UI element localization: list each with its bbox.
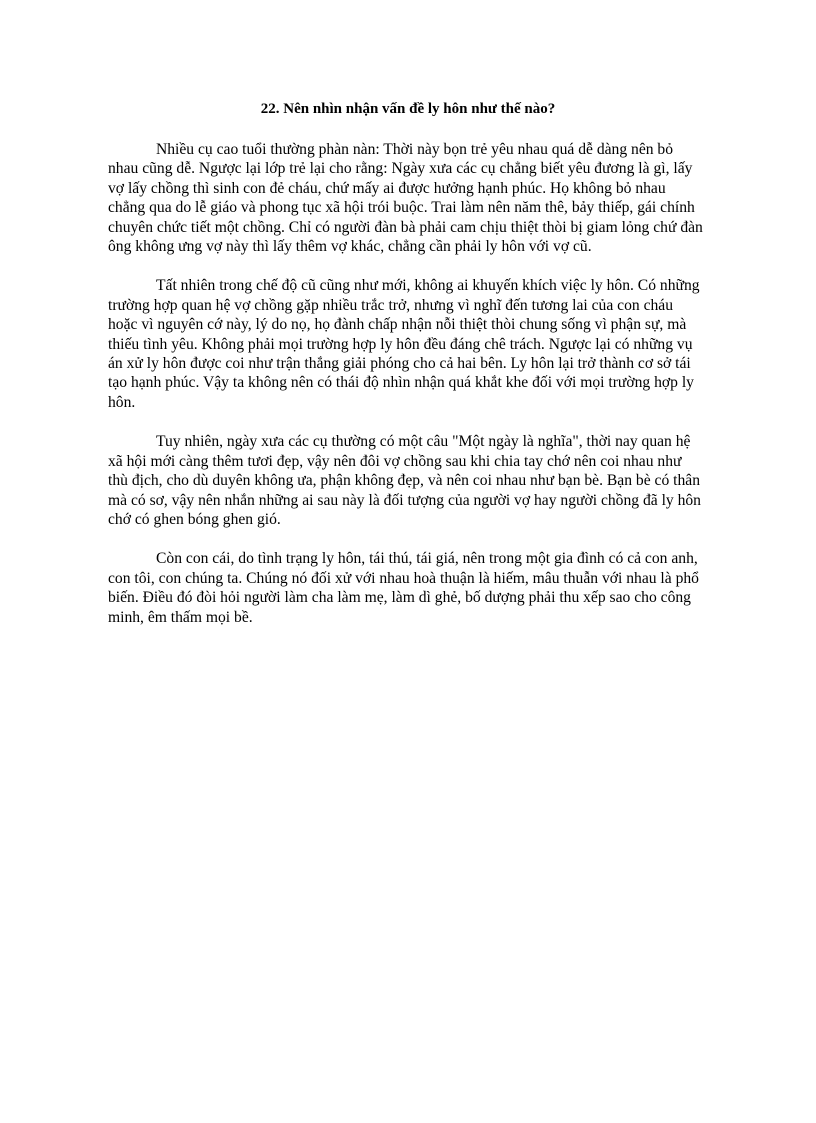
document-title: 22. Nên nhìn nhận vấn đề ly hôn như thế nào?	[260, 101, 556, 117]
document-body	[108, 140, 704, 647]
paragraph-4: Còn con cái, do tình trạng ly hôn, tái thú, tái giá, nên trong một gia đình có cả con anh, con tôi, con chúng ta. Chúng nó đối xử với nhau hoà thuận là hiếm, mâu thuẫn với nhau là phổ biến. Điều đó đòi hỏi người làm cha làm mẹ, làm dì ghẻ, bố dượng phải thu xếp sao cho công minh, êm thấm mọi bề.	[108, 550, 699, 626]
paragraph-1: Nhiều cụ cao tuổi thường phàn nàn: Thời này bọn trẻ yêu nhau quá dễ dàng nên bỏ nhau cũng dễ. Ngược lại lớp trẻ lại cho rằng: Ngày xưa các cụ chẳng biết yêu đương là gì, lấy vợ lấy chồng thì sinh con đẻ cháu, chứ mấy ai được hưởng hạnh phúc. Họ không bỏ nhau chẳng qua do lễ giáo và phong tục xã hội trói buộc. Trai làm nên năm thê, bảy thiếp, gái chính chuyên chức tiết một chồng. Chỉ có người đàn bà phải cam chịu thiệt thòi bị giam lỏng chứ đàn ông không ưng vợ này thì lấy thêm vợ khác, chẳng cần phải ly hôn với vợ cũ.	[108, 141, 703, 256]
paragraph-2: Tất nhiên trong chế độ cũ cũng như mới, không ai khuyến khích việc ly hôn. Có những trường hợp quan hệ vợ chồng gặp nhiều trắc trở, nhưng vì nghĩ đến tương lai của con cháu hoặc vì nguyên cớ này, lý do nọ, họ đành chấp nhận nỗi thiệt thòi chung sống vì phận sự, mà thiếu tình yêu. Không phải mọi trường hợp ly hôn đều đáng chê trách. Ngược lại có những vụ án xử ly hôn được coi như trận thắng giải phóng cho cả hai bên. Ly hôn lại trở thành cơ sở tái tạo hạnh phúc. Vậy ta không nên có thái độ nhìn nhận quá khắt khe đối với mọi trường hợp ly hôn.	[108, 277, 700, 411]
paragraph-3: Tuy nhiên, ngày xưa các cụ thường có một câu "Một ngày là nghĩa", thời nay quan hệ xã hội mới càng thêm tươi đẹp, vậy nên đôi vợ chồng sau khi chia tay chớ nên coi nhau như thù địch, cho dù duyên không ưa, phận không đẹp, và nên coi nhau như bạn bè. Bạn bè có thân mà có sơ, vậy nên nhắn những ai sau này là đối tượng của người vợ hay người chồng đã ly hôn chớ có ghen bóng ghen gió.	[108, 433, 701, 528]
